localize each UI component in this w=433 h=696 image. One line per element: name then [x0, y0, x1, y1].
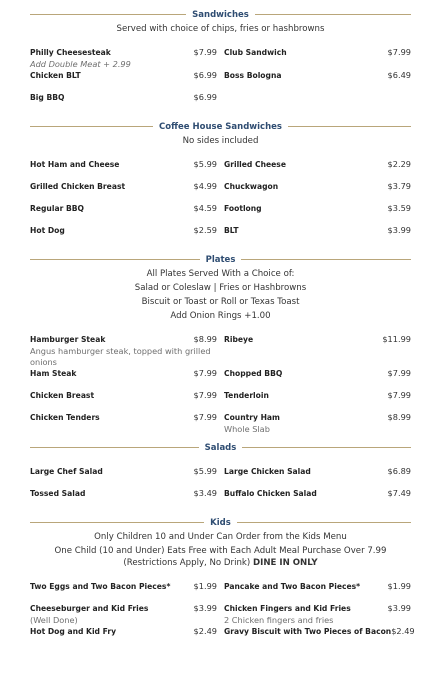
note-bold: DINE IN ONLY	[252, 558, 318, 568]
item-name: Large Chicken Salad	[224, 467, 311, 476]
menu-item-hot-ham-and-cheese	[30, 159, 217, 181]
item-name: Club Sandwich	[224, 48, 287, 57]
menu-item-tenderloin	[224, 390, 411, 412]
item-row	[30, 203, 217, 213]
item-row	[224, 466, 411, 476]
section-note	[30, 545, 411, 569]
menu-item-chicken-fingers-and-kid-fries	[224, 603, 411, 626]
item-name: Hamburger Steak	[30, 335, 106, 344]
item-price: $11.99	[382, 334, 411, 344]
item-row	[30, 412, 217, 422]
divider-right	[242, 447, 411, 448]
item-name: Cheeseburger and Kid Fries	[30, 604, 149, 613]
item-price: $7.99	[387, 390, 411, 400]
menu-item-chicken-breast	[30, 390, 217, 412]
item-row	[224, 47, 411, 57]
item-price: $3.99	[193, 603, 217, 613]
item-row	[30, 466, 217, 476]
note-text: One Child (10 and Under) Eats Free with Each Adult Meal Purchase Over 7.99 (Restrictions Apply, No Drink)	[54, 546, 387, 568]
section-title: Plates	[205, 254, 236, 265]
item-price: $7.99	[193, 412, 217, 422]
menu-item-ham-steak	[30, 368, 217, 390]
item-row	[30, 488, 217, 498]
menu-item-cheeseburger-and-kid-fries	[30, 603, 217, 626]
item-row	[30, 225, 217, 235]
item-description: Whole Slab	[224, 424, 270, 434]
item-name: Footlong	[224, 204, 262, 213]
item-price: $6.49	[387, 70, 411, 80]
item-row	[30, 159, 217, 169]
item-row	[224, 626, 415, 636]
section-header-sandwiches	[30, 8, 411, 21]
menu-item-philly-cheesesteak	[30, 47, 217, 70]
section-note	[30, 135, 411, 147]
item-name: Chuckwagon	[224, 182, 279, 191]
item-name: Hot Ham and Cheese	[30, 160, 120, 169]
item-name: Chicken Breast	[30, 391, 95, 400]
divider-right	[241, 259, 411, 260]
item-name: Gravy Biscuit with Two Pieces of Bacon	[224, 627, 392, 636]
item-name: Chicken Tenders	[30, 413, 100, 422]
divider-left	[30, 14, 186, 15]
item-price: $5.99	[193, 466, 217, 476]
item-price: $8.99	[193, 334, 217, 344]
item-name: Large Chef Salad	[30, 467, 103, 476]
section-header-coffee-house-sandwiches	[30, 120, 411, 133]
item-name: Grilled Cheese	[224, 160, 286, 169]
item-row	[224, 581, 411, 591]
item-name: BLT	[224, 226, 239, 235]
section-title: Coffee House Sandwiches	[159, 121, 282, 132]
menu-item-pancake-and-two-bacon-pieces	[224, 581, 411, 603]
item-name: Ribeye	[224, 335, 254, 344]
menu-item-boss-bologna	[224, 70, 411, 92]
item-name: Tossed Salad	[30, 489, 86, 498]
menu-page	[0, 8, 433, 696]
section-header-kids	[30, 516, 411, 529]
note-text: Salad or Coleslaw | Fries or Hashbrowns	[134, 283, 307, 293]
note-text: Only Children 10 and Under Can Order from the Kids Menu	[94, 532, 347, 542]
item-name: Regular BBQ	[30, 204, 84, 213]
menu-item-gravy-biscuit-with-two-pieces-of-bacon	[224, 626, 415, 648]
item-price: $1.99	[387, 581, 411, 591]
divider-left	[30, 522, 204, 523]
note-text: All Plates Served With a Choice of:	[146, 269, 295, 279]
menu-item-chuckwagon	[224, 181, 411, 203]
item-name: Grilled Chicken Breast	[30, 182, 126, 191]
item-price: $7.49	[387, 488, 411, 498]
item-row	[224, 159, 411, 169]
item-row	[224, 368, 411, 378]
item-row	[30, 368, 217, 378]
item-price: $3.59	[387, 203, 411, 213]
section-title: Sandwiches	[192, 9, 249, 20]
item-price: $3.99	[387, 225, 411, 235]
item-description: (Well Done)	[30, 615, 78, 625]
menu-item-chicken-blt	[30, 70, 217, 92]
menu-item-ribeye	[224, 334, 411, 368]
menu-item-two-eggs-and-two-bacon-pieces	[30, 581, 217, 603]
item-row	[224, 70, 411, 80]
menu-items-plates	[30, 334, 411, 435]
menu-item-footlong	[224, 203, 411, 225]
note-text: Served with choice of chips, fries or hashbrowns	[116, 24, 325, 34]
menu-item-large-chef-salad	[30, 466, 217, 488]
menu-item-tossed-salad	[30, 488, 217, 510]
item-name: Pancake and Two Bacon Pieces*	[224, 582, 361, 591]
item-price: $2.29	[387, 159, 411, 169]
section-header-salads	[30, 441, 411, 454]
section-title: Kids	[210, 517, 231, 528]
item-price: $3.99	[387, 603, 411, 613]
menu-item-country-ham	[224, 412, 411, 435]
divider-left	[30, 126, 153, 127]
item-price: $6.89	[387, 466, 411, 476]
menu-item-chicken-tenders	[30, 412, 217, 435]
section-note	[30, 268, 411, 280]
item-name: Chicken Fingers and Kid Fries	[224, 604, 351, 613]
divider-right	[288, 126, 411, 127]
item-name: Big BBQ	[30, 93, 65, 102]
item-name: Philly Cheesesteak	[30, 48, 111, 57]
item-name: Chicken BLT	[30, 71, 81, 80]
menu-item-buffalo-chicken-salad	[224, 488, 411, 510]
item-row	[224, 181, 411, 191]
item-row	[30, 390, 217, 400]
item-price: $2.49	[391, 626, 415, 636]
menu-item-hamburger-steak	[30, 334, 217, 368]
item-price: $4.59	[193, 203, 217, 213]
item-price: $1.99	[193, 581, 217, 591]
menu-item-chopped-bbq	[224, 368, 411, 390]
item-name: Boss Bologna	[224, 71, 282, 80]
note-text: Add Onion Rings +1.00	[170, 311, 271, 321]
note-text: No sides included	[182, 136, 259, 146]
item-name: Country Ham	[224, 413, 280, 422]
menu-item-grilled-cheese	[224, 159, 411, 181]
menu-item-hot-dog-and-kid-fry	[30, 626, 217, 648]
item-price: $7.99	[387, 47, 411, 57]
item-name: Two Eggs and Two Bacon Pieces*	[30, 582, 171, 591]
section-note	[30, 296, 411, 308]
item-price: $8.99	[387, 412, 411, 422]
menu-item-regular-bbq	[30, 203, 217, 225]
menu-item-large-chicken-salad	[224, 466, 411, 488]
item-row	[30, 47, 217, 57]
item-name: Chopped BBQ	[224, 369, 283, 378]
item-row	[30, 581, 217, 591]
item-price: $7.99	[387, 368, 411, 378]
menu-items-sandwiches	[30, 47, 411, 114]
note-text: Biscuit or Toast or Roll or Texas Toast	[141, 297, 300, 307]
item-row	[224, 390, 411, 400]
item-price: $3.49	[193, 488, 217, 498]
section-note	[30, 23, 411, 35]
menu-item-blt	[224, 225, 411, 247]
item-row	[30, 334, 217, 344]
item-name: Hot Dog	[30, 226, 65, 235]
item-price: $7.99	[193, 47, 217, 57]
item-name: Tenderloin	[224, 391, 269, 400]
menu-item-grilled-chicken-breast	[30, 181, 217, 203]
menu-item-club-sandwich	[224, 47, 411, 70]
item-name: Hot Dog and Kid Fry	[30, 627, 117, 636]
item-row	[224, 488, 411, 498]
menu-items-kids	[30, 581, 415, 648]
item-price: $6.99	[193, 92, 217, 102]
item-price: $7.99	[193, 390, 217, 400]
item-row	[30, 626, 217, 636]
divider-left	[30, 259, 200, 260]
section-header-plates	[30, 253, 411, 266]
item-row	[30, 92, 217, 102]
menu-item-hot-dog	[30, 225, 217, 247]
item-price: $5.99	[193, 159, 217, 169]
item-description: Add Double Meat + 2.99	[30, 59, 131, 69]
divider-right	[237, 522, 411, 523]
divider-left	[30, 447, 199, 448]
menu-item-big-bbq	[30, 92, 217, 114]
section-title: Salads	[204, 442, 237, 453]
divider-right	[255, 14, 411, 15]
item-name: Buffalo Chicken Salad	[224, 489, 317, 498]
section-note	[30, 282, 411, 294]
item-price: $7.99	[193, 368, 217, 378]
item-description: 2 Chicken fingers and fries	[224, 615, 334, 625]
item-row	[30, 603, 217, 613]
item-price: $2.59	[193, 225, 217, 235]
item-row	[30, 70, 217, 80]
item-row	[30, 181, 217, 191]
item-price: $6.99	[193, 70, 217, 80]
item-price: $2.49	[193, 626, 217, 636]
menu-items-salads	[30, 466, 411, 510]
item-row	[224, 603, 411, 613]
item-row	[224, 203, 411, 213]
item-price: $3.79	[387, 181, 411, 191]
menu-items-coffee-house-sandwiches	[30, 159, 411, 247]
item-row	[224, 412, 411, 422]
section-note	[30, 310, 411, 322]
item-row	[224, 225, 411, 235]
item-description: Angus hamburger steak, topped with grilled onions	[30, 346, 211, 367]
item-name: Ham Steak	[30, 369, 77, 378]
section-note	[30, 531, 411, 543]
item-row	[224, 334, 411, 344]
item-price: $4.99	[193, 181, 217, 191]
